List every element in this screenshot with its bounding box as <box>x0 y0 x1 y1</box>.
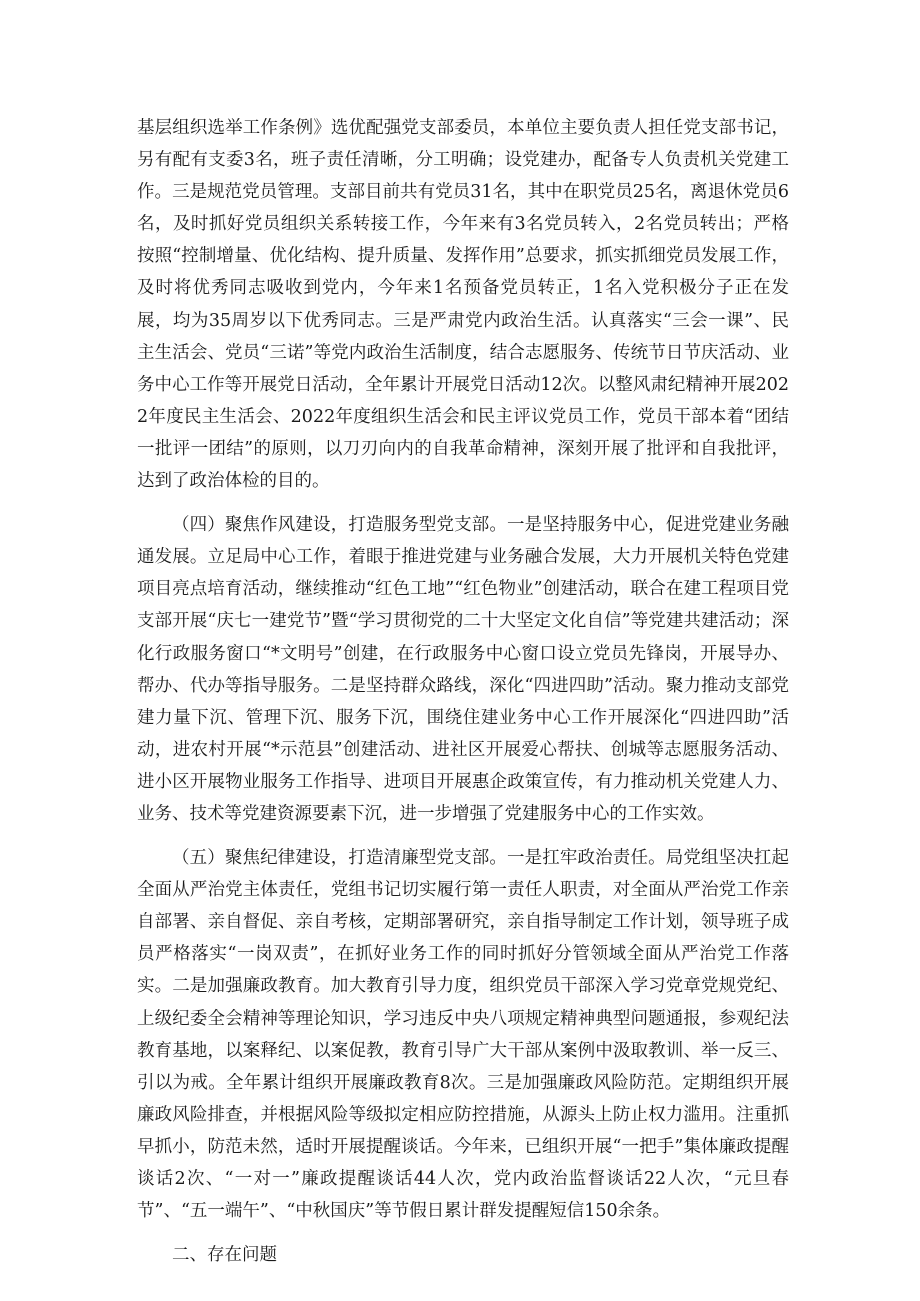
document-body <box>137 112 789 1271</box>
section-heading: 二、存在问题 <box>172 1245 277 1266</box>
paragraph-discipline: （五）聚焦纪律建设，打造清廉型党支部。一是扛牢政治责任。局党组坚决扛起全面从严治党主体责任，党组书记切实履行第一责任人职责，对全面从严治党工作亲自部署、亲自督促、亲自考核，定期部署研究，亲自指导制定工作计划，领导班子成员严格落实“一岗双责”，在抓好业务工作的同时抓好分管领域全面从严治党工作落实。二是加强廉政教育。加大教育引导力度，组织党员干部深入学习党章党规党纪、上级纪委全会精神等理论知识，学习违反中央八项规定精神典型问题通报，参观纪法教育基地，以案释纪、以案促教，教育引导广大干部从案例中汲取教训、举一反三、引以为戒。全年累计组织开展廉政教育8次。三是加强廉政风险防范。定期组织开展廉政风险排查，并根据风险等级拟定相应防控措施，从源头上防止权力滥用。注重抓早抓小，防范未然，适时开展提醒谈话。今年来，已组织开展“一把手”集体廉政提醒谈话2次、“一对一”廉政提醒谈话44人次，党内政治监督谈话22人次，“元旦春节”、“五一端午”、“中秋国庆”等节假日累计群发提醒短信150余条。 <box>137 848 789 1222</box>
paragraph-work-style: （四）聚焦作风建设，打造服务型党支部。一是坚持服务中心，促进党建业务融通发展。立足局中心工作，着眼于推进党建与业务融合发展，大力开展机关特色党建项目亮点培育活动，继续推动“红色工地”“红色物业”创建活动，联合在建工程项目党支部开展“庆七一建党节”暨“学习贯彻党的二十大坚定文化自信”等党建共建活动；深化行政服务窗口“*文明号”创建，在行政服务中心窗口设立党员先锋岗，开展导办、帮办、代办等指导服务。二是坚持群众路线，深化“四进四助”活动。聚力推动支部党建力量下沉、管理下沉、服务下沉，围绕住建业务中心工作开展深化“四进四助”活动，进农村开展“*示范县”创建活动、进社区开展爱心帮扶、创城等志愿服务活动、进小区开展物业服务工作指导、进项目开展惠企政策宣传，有力推动机关党建人力、业务、技术等党建资源要素下沉，进一步增强了党建服务中心的工作实效。 <box>137 515 789 824</box>
paragraph-party-organization: 基层组织选举工作条例》选优配强党支部委员，本单位主要负责人担任党支部书记，另有配有支委3名，班子责任清晰，分工明确；设党建办，配备专人负责机关党建工作。三是规范党员管理。支部目前共有党员31名，其中在职党员25名，离退休党员6名，及时抓好党员组织关系转接工作，今年来有3名党员转入，2名党员转出；严格按照“控制增量、优化结构、提升质量、发挥作用”总要求，抓实抓细党员发展工作，及时将优秀同志吸收到党内，今年来1名预备党员转正，1名入党积极分子正在发展，均为35周岁以下优秀同志。三是严肃党内政治生活。认真落实“三会一课”、民主生活会、党员“三诺”等党内政治生活制度，结合志愿服务、传统节日节庆活动、业务中心工作等开展党日活动，全年累计开展党日活动12次。以整风肃纪精神开展2022年度民主生活会、2022年度组织生活会和民主评议党员工作，党员干部本着“团结一批评一团结”的原则，以刀刃向内的自我革命精神，深刻开展了批评和自我批评，达到了政治体检的目的。 <box>137 118 789 492</box>
